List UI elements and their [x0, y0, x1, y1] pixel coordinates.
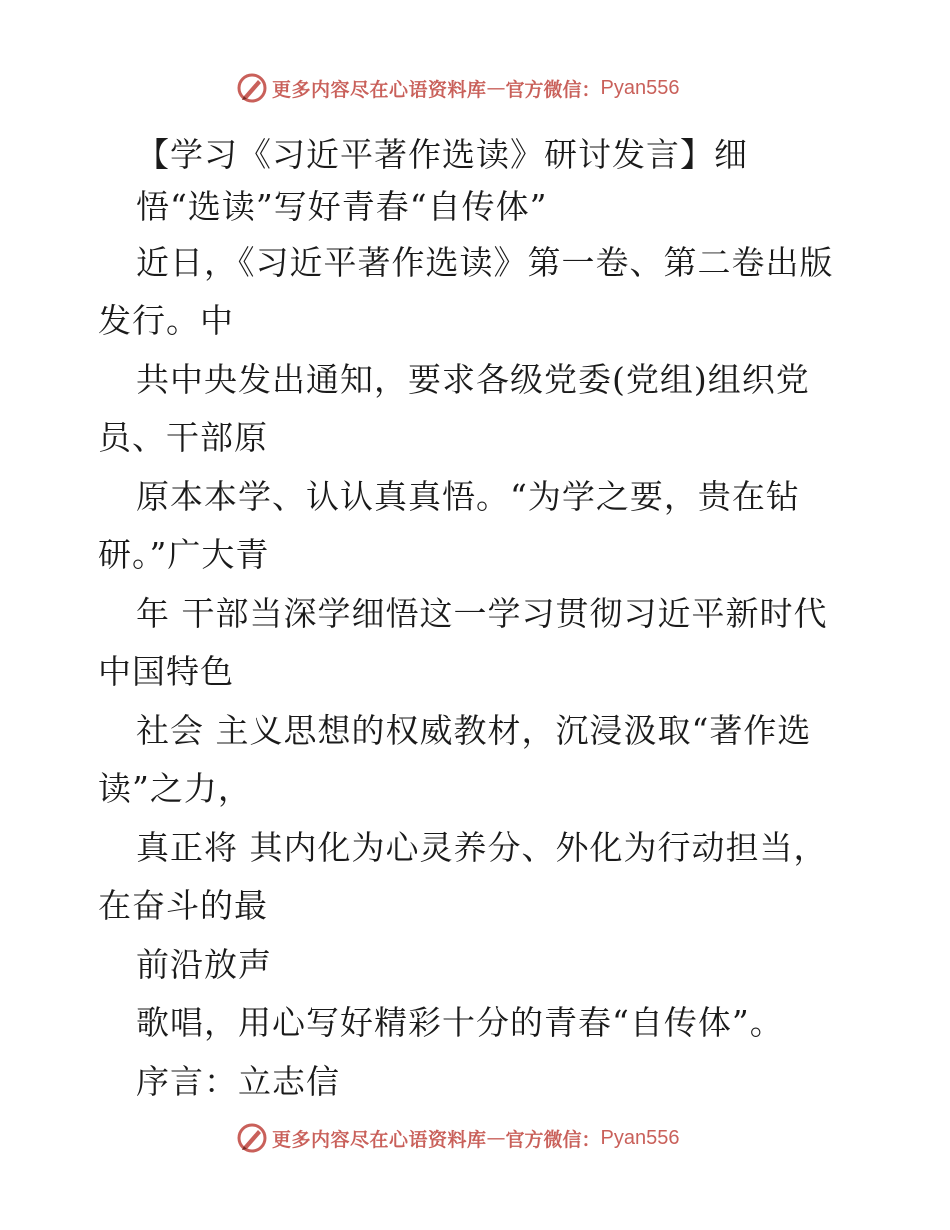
paragraph-line: 研。”广大青 [98, 535, 270, 574]
paragraph-line: 近日，《习近平著作选读》第一卷、第二卷出版 [136, 243, 834, 282]
wechat-id: Pyan556 [600, 1126, 680, 1149]
title-line-2: 悟“选读”写好青春“自传体” [136, 187, 548, 226]
paragraph-line: 前沿放声 [136, 945, 272, 984]
paragraph-line: 在奋斗的最 [98, 886, 268, 925]
banner-brand-text: 更多内容尽在心语资料库 [272, 1128, 487, 1151]
wechat-label: 官方微信： [505, 78, 601, 101]
banner-dash: — [486, 77, 506, 99]
pen-logo-icon [236, 72, 268, 104]
paragraph-line: 年 干部当深学细悟这一学习贯彻习近平新时代 [136, 594, 828, 633]
title-line-1: 【学习《习近平著作选读》研讨发言】细 [136, 135, 748, 174]
banner-dash: — [486, 1127, 506, 1149]
paragraph-line: 社会 主义思想的权威教材，沉浸汲取“著作选 [136, 711, 812, 750]
pen-logo-icon [236, 1122, 268, 1154]
paragraph-line: 歌唱，用心写好精彩十分的青春“自传体”。 [136, 1003, 784, 1042]
wechat-id: Pyan556 [600, 76, 680, 99]
paragraph-line: 读”之力， [98, 769, 252, 808]
banner-brand-text: 更多内容尽在心语资料库 [272, 78, 487, 101]
wechat-label: 官方微信： [505, 1128, 601, 1151]
footer-banner [0, 1120, 950, 1160]
paragraph-line: 发行。中 [98, 301, 234, 340]
paragraph-line: 中国特色 [98, 652, 234, 691]
paragraph-line: 共中央发出通知，要求各级党委(党组)组织党 [136, 360, 810, 399]
header-banner [0, 70, 950, 110]
paragraph-line: 原本本学、认认真真悟。“为学之要，贵在钻 [136, 477, 800, 516]
paragraph-line: 员、干部原 [98, 418, 268, 457]
paragraph-line: 序言：立志信 [136, 1062, 340, 1101]
paragraph-line: 真正将 其内化为心灵养分、外化为行动担当， [136, 828, 828, 867]
